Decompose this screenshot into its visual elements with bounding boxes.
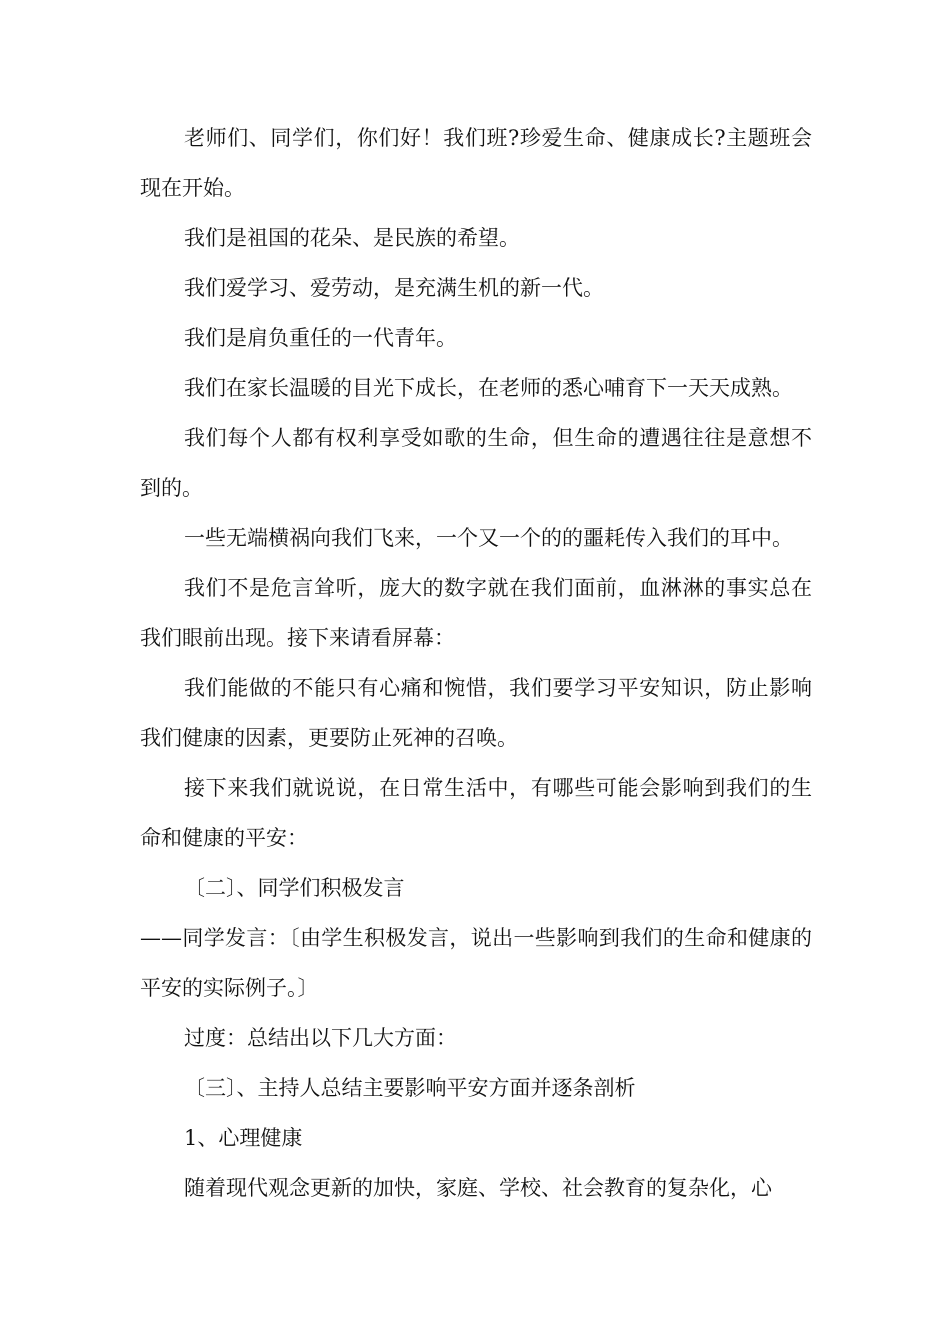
paragraph-facts: 我们不是危言耸听，庞大的数字就在我们面前，血淋淋的事实总在我们眼前出现。接下来请看屏幕： <box>140 576 812 650</box>
paragraph-opening: 老师们、同学们，你们好！我们班?珍爱生命、健康成长?主题班会现在开始。 <box>140 126 812 200</box>
paragraph-daily-life: 接下来我们就说说，在日常生活中，有哪些可能会影响到我们的生命和健康的平安： <box>140 776 812 850</box>
paragraph-student-speech: ——同学发言：〔由学生积极发言，说出一些影响到我们的生命和健康的平安的实际例子。〕 <box>140 926 812 1000</box>
subheading-mental-health: 1、心理健康 <box>184 1126 303 1150</box>
paragraph-love-study: 我们爱学习、爱劳动，是充满生机的新一代。 <box>184 276 604 300</box>
paragraph-responsibility: 我们是肩负重任的一代青年。 <box>184 326 457 350</box>
paragraph-modern-concepts: 随着现代观念更新的加快，家庭、学校、社会教育的复杂化，心 <box>184 1176 772 1200</box>
paragraph-safety-knowledge: 我们能做的不能只有心痛和惋惜，我们要学习平安知识，防止影响我们健康的因素，更要防止死神的召唤。 <box>140 676 812 750</box>
section-heading-three: 〔三〕、主持人总结主要影响平安方面并逐条剖析 <box>184 1076 636 1100</box>
paragraph-life-right: 我们每个人都有权利享受如歌的生命，但生命的遭遇往往是意想不到的。 <box>140 426 812 500</box>
paragraph-growing-up: 我们在家长温暖的目光下成长，在老师的悉心哺育下一天天成熟。 <box>184 376 793 400</box>
document-body <box>140 113 812 1213</box>
paragraph-flowers: 我们是祖国的花朵、是民族的希望。 <box>184 226 520 250</box>
paragraph-misfortune: 一些无端横祸向我们飞来，一个又一个的的噩耗传入我们的耳中。 <box>184 526 793 550</box>
section-heading-two: 〔二〕、同学们积极发言 <box>184 876 405 900</box>
paragraph-transition: 过度：总结出以下几大方面： <box>184 1026 457 1050</box>
